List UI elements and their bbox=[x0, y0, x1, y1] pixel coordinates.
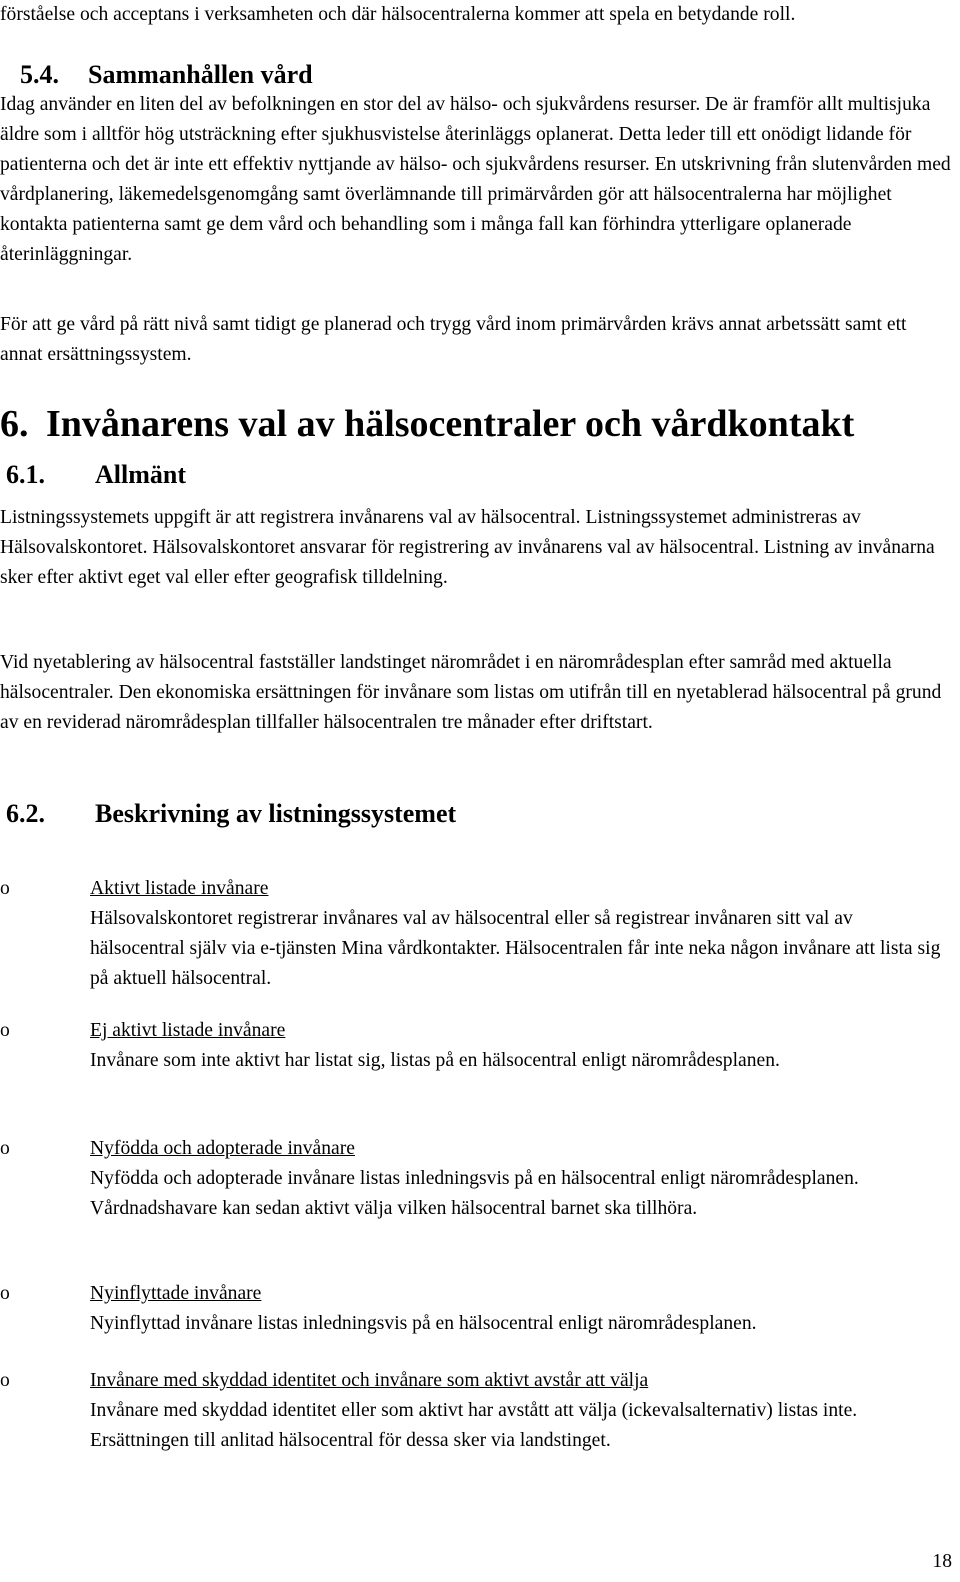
section-5-4-paragraph-1: Idag använder en liten del av befolkningen en stor del av hälso- och sjukvårdens resurser. De är framför allt multisjuka äldre som i alltför hög utsträckning efter sjukhusvistelse återinläggs oplanerat. Detta leder till ett onödigt lidande för patienterna och det är inte ett effektiv nyttjande av hälso- och sjukvårdens resurser. En utskrivning från slutenvården med vårdplanering, läkemedelsgenomgång samt överlämnande till primärvården gör att hälsocentralerna har möjlighet kontakta patienterna samt ge dem vård och behandling som i många fall kan förhindra ytterligare oplanerade återinläggningar. bbox=[0, 94, 951, 265]
bullet-icon: o bbox=[0, 1283, 10, 1304]
list-item bbox=[90, 1134, 952, 1224]
list-item-text: Nyfödda och adopterade invånare listas inledningsvis på en hälsocentral enligt närområdesplanen. Vårdnadshavare kan sedan aktivt välja vilken hälsocentral barnet ska tillhöra. bbox=[90, 1168, 859, 1219]
section-6-2-heading: Beskrivning av listningssystemet bbox=[95, 799, 457, 828]
list-item-title: Nyinflyttade invånare bbox=[90, 1283, 262, 1304]
intro-paragraph: förståelse och acceptans i verksamheten och där hälsocentralerna kommer att spela en betydande roll. bbox=[0, 4, 796, 25]
list-item-title: Invånare med skyddad identitet och invånare som aktivt avstår att välja bbox=[90, 1370, 649, 1391]
page-number: 18 bbox=[932, 1551, 952, 1572]
list-item-text: Hälsovalskontoret registrerar invånares val av hälsocentral eller så registrear invånaren sitt val av hälsocentral själv via e-tjänsten Mina vårdkontakter. Hälsocentralen får inte neka någon invånare att lista sig på aktuell hälsocentral. bbox=[90, 908, 941, 989]
section-6-heading bbox=[0, 402, 854, 446]
section-6-title: Invånarens val av hälsocentraler och vårdkontakt bbox=[46, 403, 855, 445]
section-6-number: 6. bbox=[0, 403, 29, 445]
list-item-title: Ej aktivt listade invånare bbox=[90, 1020, 286, 1041]
section-6-1-paragraph-2: Vid nyetablering av hälsocentral fastställer landstinget närområdet i en närområdesplan efter samråd med aktuella hälsocentraler. Den ekonomiska ersättningen för invånare som listas om utifrån till en nyetablerad hälsocentral på grund av en reviderad närområdesplan tillfaller hälsocentralen tre månader efter driftstart. bbox=[0, 652, 942, 733]
list-item-title: Nyfödda och adopterade invånare bbox=[90, 1138, 355, 1159]
list-item-title: Aktivt listade invånare bbox=[90, 878, 269, 899]
section-5-4-paragraph-2: För att ge vård på rätt nivå samt tidigt ge planerad och trygg vård inom primärvården krävs annat arbetssätt samt ett annat ersättningssystem. bbox=[0, 314, 907, 365]
section-5-4-number: 5.4. bbox=[20, 60, 59, 89]
bullet-icon: o bbox=[0, 1370, 10, 1391]
list-item-text: Nyinflyttad invånare listas inledningsvis på en hälsocentral enligt närområdesplanen. bbox=[90, 1313, 757, 1334]
list-item-text: Invånare som inte aktivt har listat sig, listas på en hälsocentral enligt närområdesplanen. bbox=[90, 1050, 780, 1071]
list-item bbox=[90, 1366, 952, 1456]
bullet-icon: o bbox=[0, 878, 10, 899]
list-item-text: Invånare med skyddad identitet eller som aktivt har avstått att välja (ickevalsalternativ) listas inte. Ersättningen till anlitad hälsocentral för dessa sker via landstinget. bbox=[90, 1400, 858, 1451]
bullet-icon: o bbox=[0, 1138, 10, 1159]
list-item bbox=[90, 874, 952, 994]
list-item bbox=[90, 1016, 952, 1076]
list-item bbox=[90, 1279, 952, 1339]
section-5-4-heading: Sammanhållen vård bbox=[88, 60, 313, 89]
bullet-icon: o bbox=[0, 1020, 10, 1041]
section-6-2-number: 6.2. bbox=[6, 799, 45, 828]
section-6-1-paragraph-1: Listningssystemets uppgift är att registrera invånarens val av hälsocentral. Listningssystemet administreras av Hälsovalskontoret. Hälsovalskontoret ansvarar för registrering av invånarens val av hälsocentral. Listning av invånarna sker efter aktivt eget val eller efter geografisk tilldelning. bbox=[0, 507, 935, 588]
section-6-1-number: 6.1. bbox=[6, 460, 45, 489]
section-6-1-heading: Allmänt bbox=[95, 460, 186, 489]
